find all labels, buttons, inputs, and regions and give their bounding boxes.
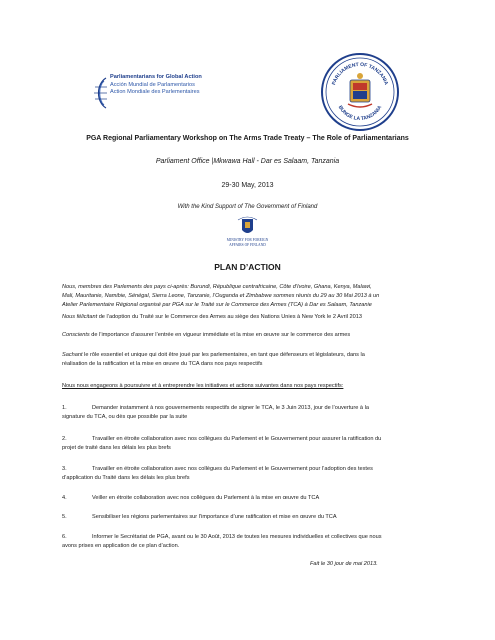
plan-title: PLAN D’ACTION (214, 262, 281, 272)
item-line: avons prises en application de ce plan d’action. (62, 543, 180, 549)
sachant-lead: Sachant (62, 352, 83, 358)
finland-logo-line: AFFAIRS OF FINLAND (229, 242, 266, 247)
sachant-text: le rôle essentiel et unique qui doit être joué par les parlementaires, en tant que défenseurs et législateurs, dans la (82, 352, 365, 358)
item-line: Sensibiliser les régions parlementaires sur l’importance d’une ratification et mise en œuvre du TCA (92, 514, 337, 520)
item-number: 1. (62, 405, 67, 411)
felicitons-lead: Nous félicitant (62, 314, 98, 320)
closing-line: Fait le 30 jour de mai 2013. (310, 561, 378, 567)
workshop-venue: Parliament Office |Mkwawa Hall - Dar es Salaam, Tanzania (155, 158, 340, 165)
sachant-paragraph (62, 351, 434, 369)
felicitons-text: de l’adoption du Traité sur le Commerce des Armes au siège des Nations Unies à New York le 2 Avril 2013 (97, 314, 362, 320)
item-line: Demander instamment à nos gouvernements respectifs de signer le TCA, le 3 Juin 2013, jour de l’ouverture à la (92, 405, 369, 411)
pga-logo-line: Acción Mundial de Parlamentarios (110, 81, 195, 88)
item-line: Veiller en étroite collaboration avec nos collègues du Parlement à la mise en œuvre du TCA (92, 495, 320, 501)
intro-line: Nous, membres des Parlements des pays ci-après: Burundi, République centrafricaine, Côte d’Ivoire, Ghana, Kenya, Malawi, (62, 284, 372, 290)
parliament-seal-icon (320, 52, 400, 132)
workshop-dates: 29-30 May, 2013 (221, 182, 274, 189)
action-item-1 (62, 404, 434, 422)
pga-logo (92, 74, 232, 120)
commitment-heading: Nous nous engageons à poursuivre et à entreprendre les initiatives et actions suivantes dans nos pays respectifs: (62, 383, 344, 389)
action-item-3 (62, 465, 434, 483)
intro-paragraph (62, 283, 434, 310)
felicitons-paragraph (62, 313, 434, 322)
item-line: Informer le Secrétariat de PGA, avant ou le 30 Août, 2013 de toutes les mesures individuelles et collectives que nous (92, 534, 382, 540)
item-number: 4. (62, 495, 67, 501)
action-item-5 (62, 513, 434, 522)
intro-line: Atelier Parlementaire Régional organisé par PGA sur le Traité sur le Commerce des Armes (TCA) à Dar es Salaam, Tanzanie (62, 302, 372, 308)
item-line: Travailler en étroite collaboration avec nos collègues du Parlement et le Gouvernement pour l’adoption des textes (92, 466, 373, 472)
finland-logo-line: MINISTRY FOR FOREIGN (226, 238, 269, 242)
pga-logo-line: Parliamentarians for Global Action (110, 74, 202, 80)
item-line: Travailler en étroite collaboration avec nos collègues du Parlement et le Gouvernement pour assurer la ratification du (92, 436, 382, 442)
workshop-title: PGA Regional Parliamentary Workshop on The Arms Trade Treaty – The Role of Parliamentarians (86, 135, 409, 142)
item-line: signature du TCA, ou dès que possible par la suite (62, 414, 188, 420)
item-number: 3. (62, 466, 67, 472)
action-item-6 (62, 533, 434, 551)
action-item-2 (62, 435, 434, 453)
sachant-line2: réalisation de la ratification et la mise en œuvre du TCA dans nos pays respectifs (62, 361, 263, 367)
item-number: 2. (62, 436, 67, 442)
seal-top-text: PARLIAMENT OF TANZANIA (331, 61, 389, 86)
globe-icon (92, 76, 110, 110)
conscients-lead: Conscients (62, 332, 90, 338)
intro-line: Mali, Mauritanie, Namibie, Sénégal, Sierra Leone, Tanzanie, l’Ouganda et Zimbabwe sommes réunis du 29 au 30 Mai 2013 à un (62, 293, 380, 299)
item-line: d’application du Traité dans les délais les plus brefs (62, 475, 190, 481)
item-line: projet de traité dans les délais les plus brefs (62, 445, 171, 451)
finland-crest-icon (220, 216, 275, 238)
finland-ministry-logo (220, 216, 275, 256)
action-item-4 (62, 494, 434, 503)
conscients-paragraph (62, 331, 434, 340)
item-number: 6. (62, 534, 67, 540)
item-number: 5. (62, 514, 67, 520)
support-line: With the Kind Support of The Government of Finland (177, 204, 318, 210)
conscients-text: de l’importance d’assurer l’entrée en vigueur immédiate et la mise en œuvre sur le commerce des armes (89, 332, 351, 338)
pga-logo-line: Action Mondiale des Parlementaires (110, 89, 200, 96)
seal-bottom-text: BUNGE LA TANZANIA (336, 104, 384, 123)
